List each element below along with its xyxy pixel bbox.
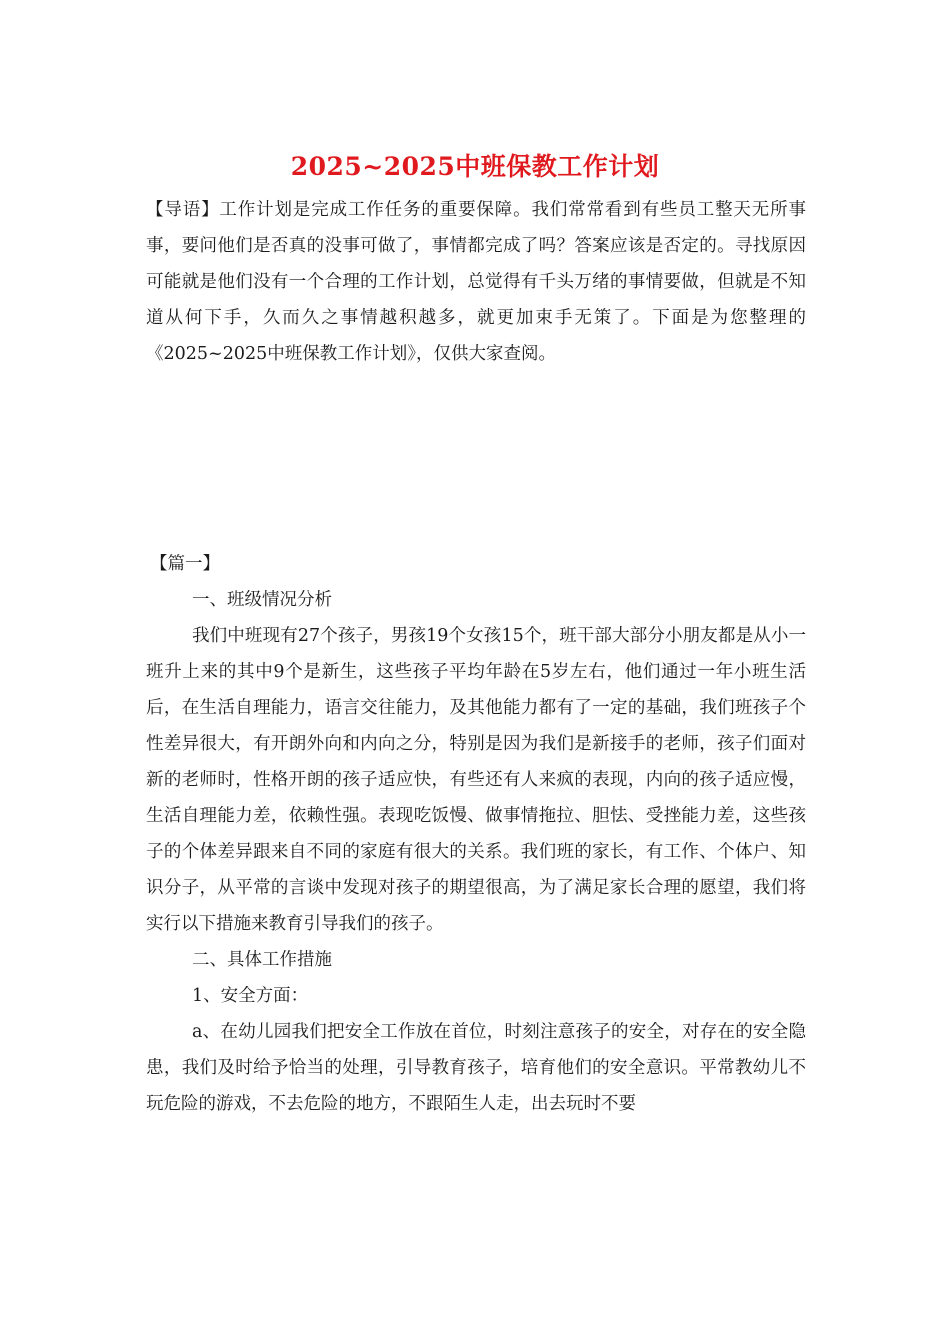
heading-class-analysis: 一、班级情况分析 xyxy=(192,590,332,610)
paragraph-safety: a、在幼儿园我们把安全工作放在首位，时刻注意孩子的安全，对存在的安全隐患，我们及时给予恰当的处理，引导教育孩子，培育他们的安全意识。平常教幼儿不玩危险的游戏，不去危险的地方，不跟陌生人走，出去玩时不要 xyxy=(146,1022,806,1114)
heading-work-measures: 二、具体工作措施 xyxy=(192,950,332,970)
section-label: 【篇一】 xyxy=(150,554,220,574)
document-title: 2025~2025中班保教工作计划 xyxy=(290,152,660,181)
document-body xyxy=(146,546,806,1122)
intro-paragraph: 【导语】工作计划是完成工作任务的重要保障。我们常常看到有些员工整天无所事事，要问他们是否真的没事可做了，事情都完成了吗？答案应该是否定的。寻找原因可能就是他们没有一个合理的工作计划，总觉得有千头万绪的事情要做，但就是不知道从何下手，久而久之事情越积越多，就更加束手无策了。下面是为您整理的《2025~2025中班保教工作计划》，仅供大家查阅。 xyxy=(146,200,806,364)
heading-safety: 1、安全方面： xyxy=(192,986,309,1006)
paragraph-class-analysis: 我们中班现有27个孩子，男孩19个女孩15个，班干部大部分小朋友都是从小一班升上来的其中9个是新生，这些孩子平均年龄在5岁左右，他们通过一年小班生活后，在生活自理能力，语言交往能力，及其他能力都有了一定的基础，我们班孩子个性差异很大，有开朗外向和内向之分，特别是因为我们是新接手的老师，孩子们面对新的老师时，性格开朗的孩子适应快，有些还有人来疯的表现，内向的孩子适应慢，生活自理能力差，依赖性强。表现吃饭慢、做事情拖拉、胆怯、受挫能力差，这些孩子的个体差异跟来自不同的家庭有很大的关系。我们班的家长，有工作、个体户、知识分子，从平常的言谈中发现对孩子的期望很高，为了满足家长合理的愿望，我们将实行以下措施来教育引导我们的孩子。 xyxy=(146,626,806,934)
